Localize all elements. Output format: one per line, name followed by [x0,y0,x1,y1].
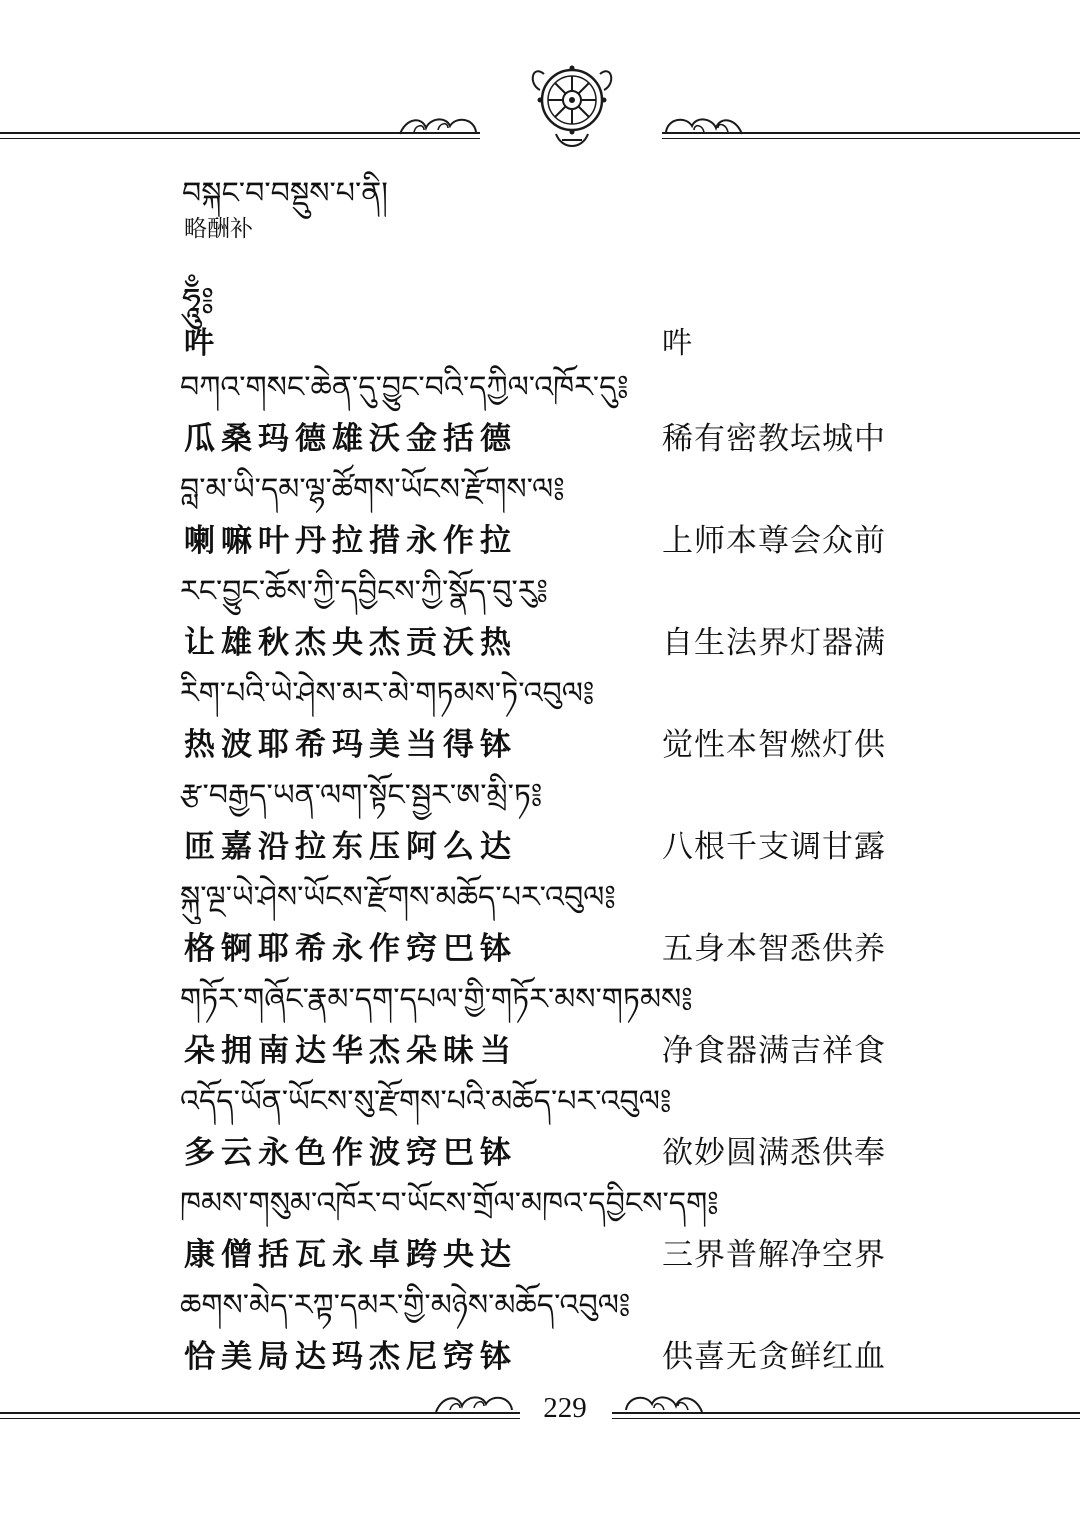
verse-tibetan: བཀའ་གསང་ཆེན་དུ་བྱུང་བའི་དཀྱིལ་འཁོར་དུ༔ [180,370,629,405]
verse-translation: 净食器满吉祥食 [662,1033,886,1069]
dharma-wheel-icon [522,54,622,154]
verse-transliteration: 匝嘉沿拉东压阿么达 [184,829,517,865]
seed-syllable: ཧཱུྃ༔ [182,281,215,321]
verse-tibetan: རིག་པའི་ཡེ་ཤེས་མར་མེ་གཏམས་ཏེ་འབུལ༔ [180,676,595,711]
verse-pair [180,720,900,772]
hum-transliteration: 吽 [184,326,214,361]
verse-pair [180,924,900,976]
verse-pair [180,1026,900,1078]
verse-pair [180,1230,900,1282]
verse-tibetan: ཆགས་མེད་རཀྟ་དམར་གྱི་མཉེས་མཆོད་འབུལ༔ [180,1288,631,1323]
verse-item [180,770,900,872]
verse-transliteration: 喇嘛叶丹拉措永作拉 [184,523,517,559]
verse-tibetan: བླ་མ་ཡི་དམ་ལྷ་ཚོགས་ཡོངས་རྫོགས་ལ༔ [180,472,565,507]
verse-item [180,464,900,566]
verse-item [180,1178,900,1280]
verse-translation: 供喜无贪鲜红血 [662,1339,886,1375]
verse-translation: 觉性本智燃灯供 [662,727,886,763]
verse-tibetan: གཏོར་གཞོང་རྣམ་དག་དཔལ་གྱི་གཏོར་མས་གཏམས༔ [180,982,693,1017]
hum-translation: 吽 [662,326,692,361]
cloud-ornament-left-icon [396,112,480,142]
verse-pair [180,414,900,466]
verse-translation: 五身本智悉供养 [662,931,886,967]
verse-pair [180,516,900,568]
verse-tibetan: རྩ་བརྒྱད་ཡན་ལག་སྟོང་སྦྱར་ཨ་མྲི་ཏ༔ [180,778,543,813]
verse-translation: 八根千支调甘露 [662,829,886,865]
verse-transliteration: 让雄秋杰央杰贡沃热 [184,625,517,661]
verse-transliteration: 瓜桑玛德雄沃金括德 [184,421,517,457]
verse-tibetan: སྐུ་ལྔ་ཡེ་ཤེས་ཡོངས་རྫོགས་མཆོད་པར་འབུལ༔ [180,880,616,915]
verse-item [180,974,900,1076]
verse-item [180,362,900,464]
verse-item [180,1280,900,1382]
title-chinese: 略酬补 [184,216,253,242]
verse-translation: 欲妙圆满悉供奉 [662,1135,886,1171]
verse-item [180,872,900,974]
verse-pair [180,618,900,670]
verse-transliteration: 康僧括瓦永卓跨央达 [184,1237,517,1273]
verse-item [180,668,900,770]
verse-tibetan: རང་བྱུང་ཆོས་ཀྱི་དབྱིངས་ཀྱི་སྣོད་བུ་རུ༔ [180,574,548,609]
cloud-ornament-bottom-left-icon [432,1390,516,1420]
verse-transliteration: 热波耶希玛美当得钵 [184,727,517,763]
title-tibetan: བསྐང་བ་བསྡུས་པ་ནི། [182,176,388,211]
verse-tibetan: འདོད་ཡོན་ཡོངས་སུ་རྫོགས་པའི་མཆོད་པར་འབུལ༔ [180,1084,672,1119]
verse-transliteration: 恰美局达玛杰尼窍钵 [184,1339,517,1375]
verse-item [180,1076,900,1178]
verse-tibetan: ཁམས་གསུམ་འཁོར་བ་ཡོངས་གྲོལ་མཁའ་དབྱིངས་དག༔ [180,1186,719,1221]
verse-transliteration: 格锕耶希永作窍巴钵 [184,931,517,967]
verse-translation: 上师本尊会众前 [662,523,886,559]
verse-transliteration: 多云永色作波窍巴钵 [184,1135,517,1171]
verse-translation: 自生法界灯器满 [662,625,886,661]
verse-list [180,362,900,1382]
verse-translation: 稀有密教坛城中 [662,421,886,457]
cloud-ornament-right-icon [662,112,746,142]
verse-translation: 三界普解净空界 [662,1237,886,1273]
page-number: 229 [543,1392,587,1424]
verse-transliteration: 朵拥南达华杰朵昧当 [184,1033,517,1069]
verse-item [180,566,900,668]
verse-pair [180,822,900,874]
verse-pair [180,1332,900,1384]
cloud-ornament-bottom-right-icon [622,1390,706,1420]
verse-pair [180,1128,900,1180]
